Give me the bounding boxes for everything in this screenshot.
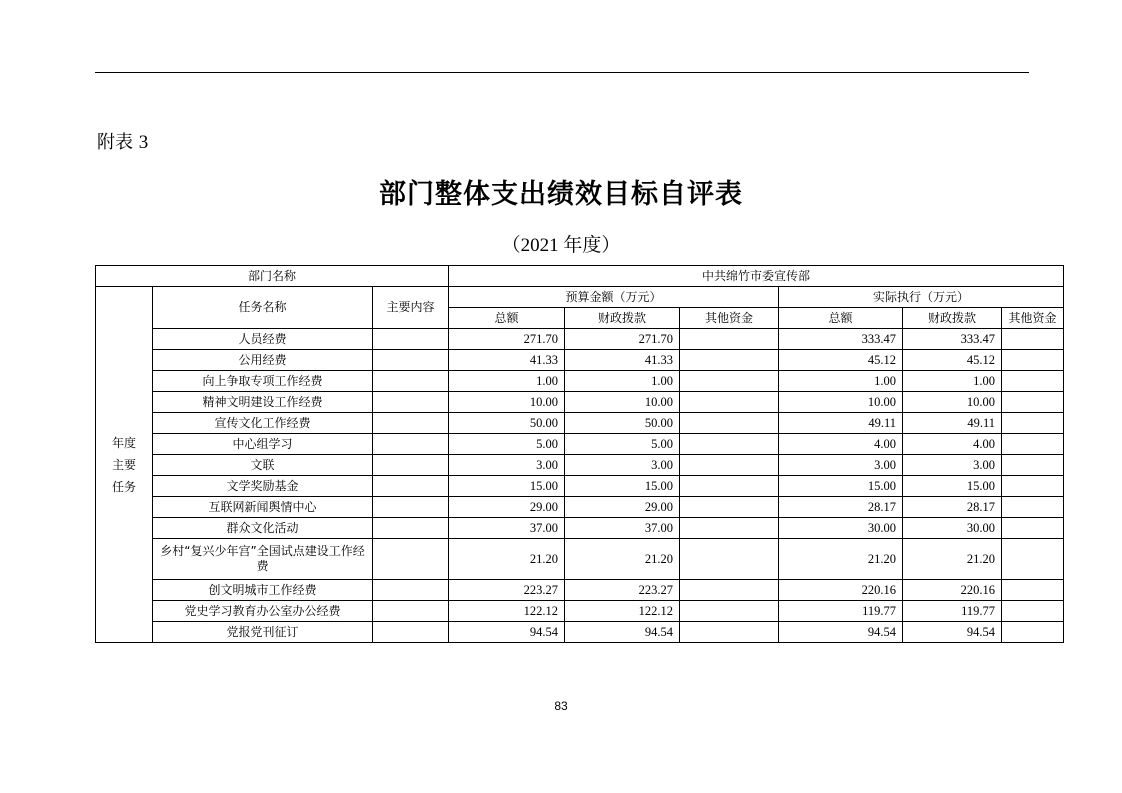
budget-fiscal-cell: 10.00 [565, 392, 680, 413]
actual-total-cell: 119.77 [779, 601, 903, 622]
actual-total-cell: 3.00 [779, 455, 903, 476]
budget-total-cell: 122.12 [449, 601, 565, 622]
actual-total-cell: 10.00 [779, 392, 903, 413]
actual-total-cell: 94.54 [779, 622, 903, 643]
actual-total-cell: 49.11 [779, 413, 903, 434]
budget-other-cell [680, 497, 779, 518]
budget-fiscal-cell: 29.00 [565, 497, 680, 518]
actual-other-cell [1002, 497, 1064, 518]
appendix-text: 附表 [97, 132, 133, 153]
task-name-cell: 精神文明建设工作经费 [153, 392, 373, 413]
actual-other-cell [1002, 392, 1064, 413]
actual-other-header: 其他资金 [1002, 308, 1064, 329]
main-content-cell [373, 601, 449, 622]
task-name-cell: 公用经费 [153, 350, 373, 371]
document-title: 部门整体支出绩效目标自评表 [379, 179, 743, 210]
budget-fiscal-cell: 50.00 [565, 413, 680, 434]
performance-table [95, 265, 1064, 643]
actual-total-cell: 220.16 [779, 580, 903, 601]
task-name-cell: 互联网新闻舆情中心 [153, 497, 373, 518]
table-row [96, 518, 1064, 539]
main-content-cell [373, 476, 449, 497]
main-content-cell [373, 434, 449, 455]
budget-other-cell [680, 476, 779, 497]
main-content-cell [373, 350, 449, 371]
dept-name-value: 中共绵竹市委宣传部 [449, 266, 1064, 287]
table-row [96, 371, 1064, 392]
actual-total-cell: 21.20 [779, 539, 903, 580]
task-name-cell: 人员经费 [153, 329, 373, 350]
actual-other-cell [1002, 476, 1064, 497]
actual-fiscal-cell: 1.00 [903, 371, 1002, 392]
main-content-cell [373, 622, 449, 643]
actual-other-cell [1002, 518, 1064, 539]
budget-fiscal-cell: 5.00 [565, 434, 680, 455]
actual-total-header: 总额 [779, 308, 903, 329]
budget-other-cell [680, 518, 779, 539]
main-content-cell [373, 455, 449, 476]
budget-total-cell: 223.27 [449, 580, 565, 601]
budget-other-cell [680, 601, 779, 622]
actual-group-header: 实际执行（万元） [779, 287, 1064, 308]
task-name-cell: 创文明城市工作经费 [153, 580, 373, 601]
budget-fiscal-cell: 15.00 [565, 476, 680, 497]
table-row [96, 580, 1064, 601]
actual-other-cell [1002, 413, 1064, 434]
actual-total-cell: 28.17 [779, 497, 903, 518]
page-number: 83 [554, 699, 568, 713]
budget-fiscal-header: 财政拨款 [565, 308, 680, 329]
budget-fiscal-cell: 21.20 [565, 539, 680, 580]
budget-group-header: 预算金额（万元） [449, 287, 779, 308]
side-label-line: 年度 [111, 435, 136, 450]
actual-fiscal-cell: 220.16 [903, 580, 1002, 601]
budget-fiscal-cell: 223.27 [565, 580, 680, 601]
budget-fiscal-cell: 3.00 [565, 455, 680, 476]
table-row [96, 434, 1064, 455]
task-name-cell: 党史学习教育办公室办公经费 [153, 601, 373, 622]
actual-other-cell [1002, 539, 1064, 580]
budget-total-cell: 21.20 [449, 539, 565, 580]
actual-fiscal-cell: 119.77 [903, 601, 1002, 622]
budget-fiscal-cell: 122.12 [565, 601, 680, 622]
table-row [96, 413, 1064, 434]
dept-row [96, 266, 1064, 287]
actual-other-cell [1002, 350, 1064, 371]
actual-fiscal-cell: 10.00 [903, 392, 1002, 413]
task-name-cell: 群众文化活动 [153, 518, 373, 539]
actual-fiscal-cell: 21.20 [903, 539, 1002, 580]
budget-other-cell [680, 434, 779, 455]
actual-other-cell [1002, 434, 1064, 455]
budget-fiscal-cell: 37.00 [565, 518, 680, 539]
actual-other-cell [1002, 601, 1064, 622]
actual-fiscal-cell: 49.11 [903, 413, 1002, 434]
budget-fiscal-cell: 271.70 [565, 329, 680, 350]
actual-fiscal-cell: 4.00 [903, 434, 1002, 455]
actual-fiscal-cell: 3.00 [903, 455, 1002, 476]
table-row [96, 455, 1064, 476]
document-year: （2021 年度） [501, 235, 621, 256]
actual-fiscal-cell: 15.00 [903, 476, 1002, 497]
header-rule [95, 72, 1029, 73]
main-content-cell [373, 580, 449, 601]
actual-total-cell: 333.47 [779, 329, 903, 350]
main-content-cell [373, 392, 449, 413]
budget-fiscal-cell: 1.00 [565, 371, 680, 392]
group-header-row [96, 287, 1064, 308]
actual-other-cell [1002, 455, 1064, 476]
table-row [96, 392, 1064, 413]
budget-other-cell [680, 392, 779, 413]
task-name-cell: 乡村“复兴少年宫”全国试点建设工作经费 [153, 539, 373, 580]
budget-total-cell: 41.33 [449, 350, 565, 371]
budget-total-cell: 1.00 [449, 371, 565, 392]
budget-other-cell [680, 371, 779, 392]
actual-other-cell [1002, 371, 1064, 392]
main-content-cell [373, 413, 449, 434]
actual-other-cell [1002, 329, 1064, 350]
task-name-cell: 宣传文化工作经费 [153, 413, 373, 434]
task-name-cell: 中心组学习 [153, 434, 373, 455]
budget-other-cell [680, 580, 779, 601]
table-row [96, 497, 1064, 518]
budget-other-cell [680, 539, 779, 580]
table-row [96, 539, 1064, 580]
actual-total-cell: 1.00 [779, 371, 903, 392]
main-content-cell [373, 329, 449, 350]
budget-other-cell [680, 329, 779, 350]
budget-total-cell: 29.00 [449, 497, 565, 518]
table-row [96, 476, 1064, 497]
budget-total-cell: 94.54 [449, 622, 565, 643]
budget-total-cell: 271.70 [449, 329, 565, 350]
budget-total-cell: 15.00 [449, 476, 565, 497]
annual-tasks-label [96, 287, 153, 643]
budget-other-cell [680, 350, 779, 371]
actual-total-cell: 15.00 [779, 476, 903, 497]
budget-fiscal-cell: 94.54 [565, 622, 680, 643]
budget-other-cell [680, 622, 779, 643]
actual-fiscal-cell: 28.17 [903, 497, 1002, 518]
budget-total-cell: 10.00 [449, 392, 565, 413]
side-label-line: 主要 [111, 457, 136, 472]
budget-other-cell [680, 455, 779, 476]
budget-other-cell [680, 413, 779, 434]
actual-total-cell: 4.00 [779, 434, 903, 455]
dept-name-label: 部门名称 [96, 266, 449, 287]
appendix-number: 3 [138, 132, 149, 153]
side-label-line: 任务 [111, 479, 136, 494]
actual-fiscal-cell: 30.00 [903, 518, 1002, 539]
budget-total-header: 总额 [449, 308, 565, 329]
task-name-cell: 向上争取专项工作经费 [153, 371, 373, 392]
actual-fiscal-cell: 45.12 [903, 350, 1002, 371]
task-name-header: 任务名称 [153, 287, 373, 329]
actual-total-cell: 45.12 [779, 350, 903, 371]
main-content-cell [373, 518, 449, 539]
task-name-cell: 文联 [153, 455, 373, 476]
table-row [96, 601, 1064, 622]
table-row [96, 329, 1064, 350]
actual-total-cell: 30.00 [779, 518, 903, 539]
task-name-cell: 党报党刊征订 [153, 622, 373, 643]
actual-fiscal-cell: 94.54 [903, 622, 1002, 643]
main-content-cell [373, 371, 449, 392]
main-content-header: 主要内容 [373, 287, 449, 329]
budget-total-cell: 50.00 [449, 413, 565, 434]
budget-total-cell: 37.00 [449, 518, 565, 539]
budget-other-header: 其他资金 [680, 308, 779, 329]
actual-fiscal-cell: 333.47 [903, 329, 1002, 350]
actual-fiscal-header: 财政拨款 [903, 308, 1002, 329]
main-content-cell [373, 497, 449, 518]
actual-other-cell [1002, 580, 1064, 601]
actual-other-cell [1002, 622, 1064, 643]
main-content-cell [373, 539, 449, 580]
appendix-label [97, 128, 148, 154]
budget-total-cell: 3.00 [449, 455, 565, 476]
budget-fiscal-cell: 41.33 [565, 350, 680, 371]
table-row [96, 622, 1064, 643]
budget-total-cell: 5.00 [449, 434, 565, 455]
task-name-cell: 文学奖励基金 [153, 476, 373, 497]
table-row [96, 350, 1064, 371]
